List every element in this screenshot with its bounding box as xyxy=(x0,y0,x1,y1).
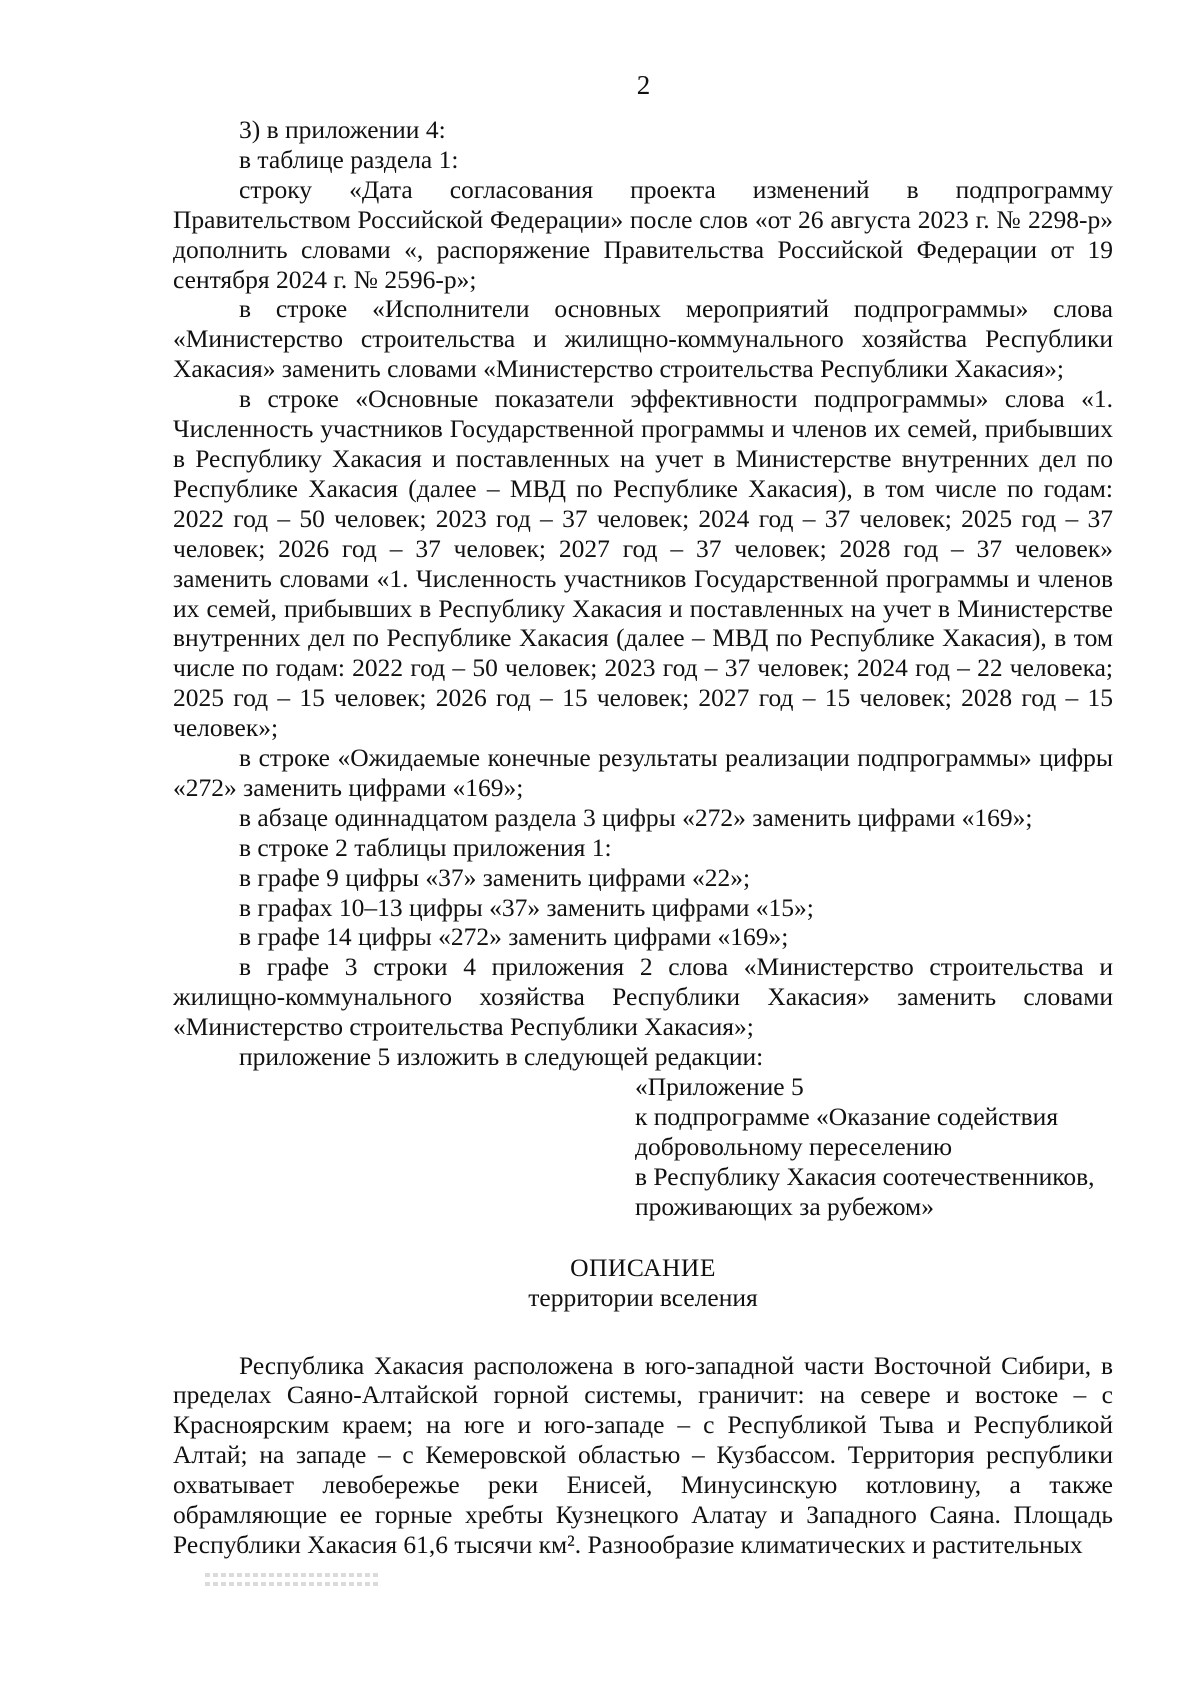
paragraph: строку «Дата согласования проекта изменений в подпрограмму Правительством Российской Федерации» после слов «от 26 августа 2023 г. № 2298-р» дополнить словами «, распоряжение Правительства Российской Федерации от 19 сентября 2024 г. № 2596-р»; xyxy=(173,174,1113,294)
paragraph: 3) в приложении 4: xyxy=(239,115,446,144)
paragraph: в графе 9 цифры «37» заменить цифрами «22»; xyxy=(239,862,751,892)
appendix-header-line: добровольному переселению xyxy=(635,1131,953,1161)
paragraph: в абзаце одиннадцатом раздела 3 цифры «272» заменить цифрами «169»; xyxy=(239,802,1033,832)
stamp-line xyxy=(205,1582,380,1586)
appendix-header-line: к подпрограмме «Оказание содействия xyxy=(635,1101,1059,1131)
appendix-header-line: проживающих за рубежом» xyxy=(635,1191,934,1221)
paragraph: в таблице раздела 1: xyxy=(239,144,459,174)
paragraph: в графе 3 строки 4 приложения 2 слова «Министерство строительства и жилищно-коммунального хозяйства Республики Хакасия» заменить словами «Министерство строительства Республики Хакасия»; xyxy=(173,952,1113,1042)
stamp-line xyxy=(205,1573,380,1577)
paragraph: в строке 2 таблицы приложения 1: xyxy=(239,832,612,862)
paragraph: в графе 14 цифры «272» заменить цифрами «169»; xyxy=(239,922,789,952)
section-title xyxy=(173,1253,1113,1313)
spacer xyxy=(173,1313,1113,1351)
title-main: ОПИСАНИЕ xyxy=(570,1252,716,1282)
page-number: 2 xyxy=(636,70,651,100)
document-body xyxy=(173,115,1113,1560)
paragraph: в строке «Основные показатели эффективности подпрограммы» слова «1. Численность участников Государственной программы и членов их семей, прибывших в Республику Хакасия и поставленных на учет в Министерстве внутренних дел по Республике Хакасия (далее – МВД по Республике Хакасия), в том числе по годам: 2022 год – 50 человек; 2023 год – 37 человек; 2024 год – 37 человек; 2025 год – 37 человек; 2026 год – 37 человек; 2027 год – 37 человек; 2028 год – 37 человек» заменить словами «1. Численность участников Государственной программы и членов их семей, прибывших в Республику Хакасия и поставленных на учет в Министерстве внутренних дел по Республике Хакасия (далее – МВД по Республике Хакасия), в том числе по годам: 2022 год – 50 человек; 2023 год – 37 человек; 2024 год – 22 человека; 2025 год – 15 человек; 2026 год – 15 человек; 2027 год – 15 человек; 2028 год – 15 человек»; xyxy=(173,384,1113,743)
appendix-header xyxy=(635,1072,1113,1222)
paragraph: Республика Хакасия расположена в юго-западной части Восточной Сибири, в пределах Саяно-Алтайской горной системы, граничит: на севере и востоке – с Красноярским краем; на юге и юго-западе – с Республикой Тыва и Республикой Алтай; на западе – с Кемеровской областью – Кузбассом. Территория республики охватывает левобережье реки Енисей, Минусинскую котловину, а также обрамляющие ее горные хребты Кузнецкого Алатау и Западного Саяна. Площадь Республики Хакасия 61,6 тысячи км². Разнообразие климатических и растительных xyxy=(173,1350,1113,1559)
paragraph: в строке «Исполнители основных мероприятий подпрограммы» слова «Министерство строительства и жилищно-коммунального хозяйства Республики Хакасия» заменить словами «Министерство строительства Республики Хакасия»; xyxy=(173,294,1113,384)
paragraph: в строке «Ожидаемые конечные результаты реализации подпрограммы» цифры «272» заменить цифрами «169»; xyxy=(173,743,1113,802)
appendix-header-line: «Приложение 5 xyxy=(635,1072,804,1101)
faint-stamp-mark xyxy=(205,1568,380,1602)
paragraph: в графах 10–13 цифры «37» заменить цифрами «15»; xyxy=(239,892,814,922)
title-sub: территории вселения xyxy=(528,1282,758,1312)
paragraph: приложение 5 изложить в следующей редакции: xyxy=(239,1042,764,1072)
appendix-header-line: в Республику Хакасия соотечественников, xyxy=(635,1161,1095,1191)
